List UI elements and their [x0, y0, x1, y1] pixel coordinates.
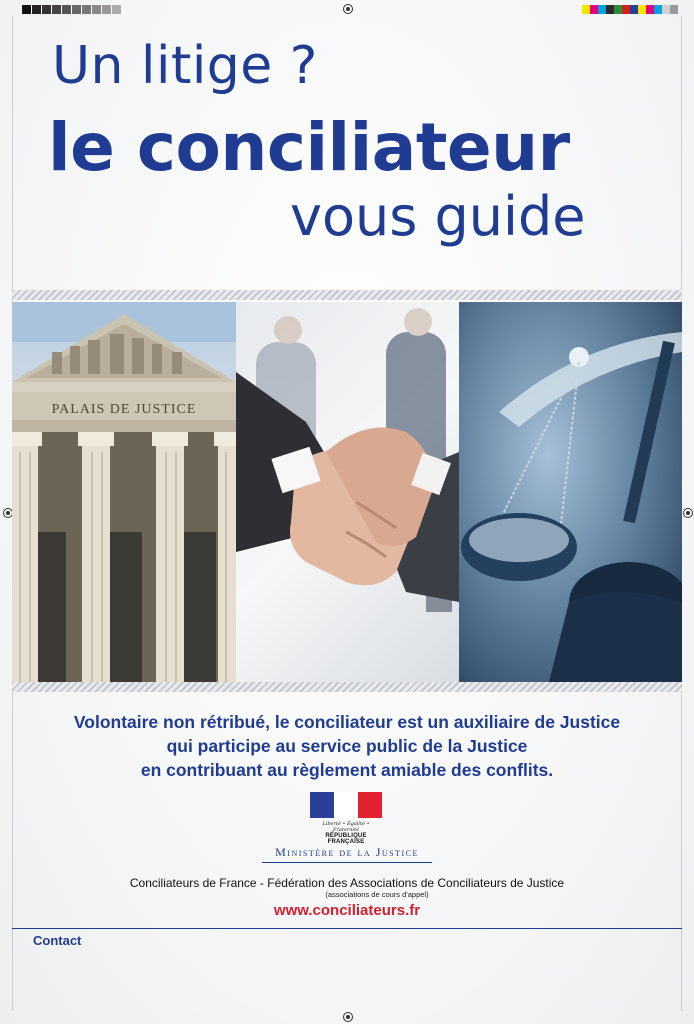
mission-line-3: en contribuant au règlement amiable des conflits. [140, 760, 554, 780]
ministere-text: Ministère de la Justice [275, 845, 419, 859]
federation-name: Conciliateurs de France - Fédération des Associations de Conciliateurs de Justice [129, 876, 565, 890]
print-color-bar [582, 5, 678, 14]
federation-subtitle: (associations de cours d'appel) [325, 890, 429, 899]
website-link[interactable]: www.conciliateurs.fr [273, 902, 421, 919]
ministere-underline [262, 862, 432, 863]
scales-illustration [459, 302, 682, 682]
mission-statement [0, 710, 694, 782]
registration-mark-icon [683, 508, 693, 518]
scales-of-justice-photo [459, 302, 682, 682]
headline-question: Un litige ? [52, 36, 318, 96]
ministere-label [0, 845, 694, 860]
mission-line-2: qui participe au service public de la Justice [166, 736, 528, 756]
logo-motto: Liberté • Égalité • Fraternité [322, 821, 370, 833]
handshake-illustration [236, 302, 459, 682]
registration-mark-icon [343, 4, 353, 14]
tricolor-flag-icon [310, 792, 382, 818]
contact-divider [12, 928, 682, 929]
headline-tagline: vous guide [290, 185, 586, 248]
hatched-stripe-top [12, 290, 682, 300]
hatched-stripe-bottom [12, 682, 682, 692]
contact-label: Contact [33, 933, 82, 948]
republique-francaise-logo [310, 792, 382, 845]
print-grayscale-bar [22, 5, 122, 14]
logo-republique: RÉPUBLIQUE FRANÇAISE [325, 833, 367, 845]
mission-line-1: Volontaire non rétribué, le conciliateur est un auxiliaire de Justice [73, 712, 621, 732]
court-inscription: PALAIS DE JUSTICE [51, 402, 197, 417]
registration-mark-icon [343, 1012, 353, 1022]
courthouse-illustration [12, 302, 236, 682]
courthouse-photo [12, 302, 236, 682]
handshake-photo [236, 302, 459, 682]
photo-triptych [12, 302, 682, 682]
headline-main: le conciliateur [48, 109, 570, 186]
